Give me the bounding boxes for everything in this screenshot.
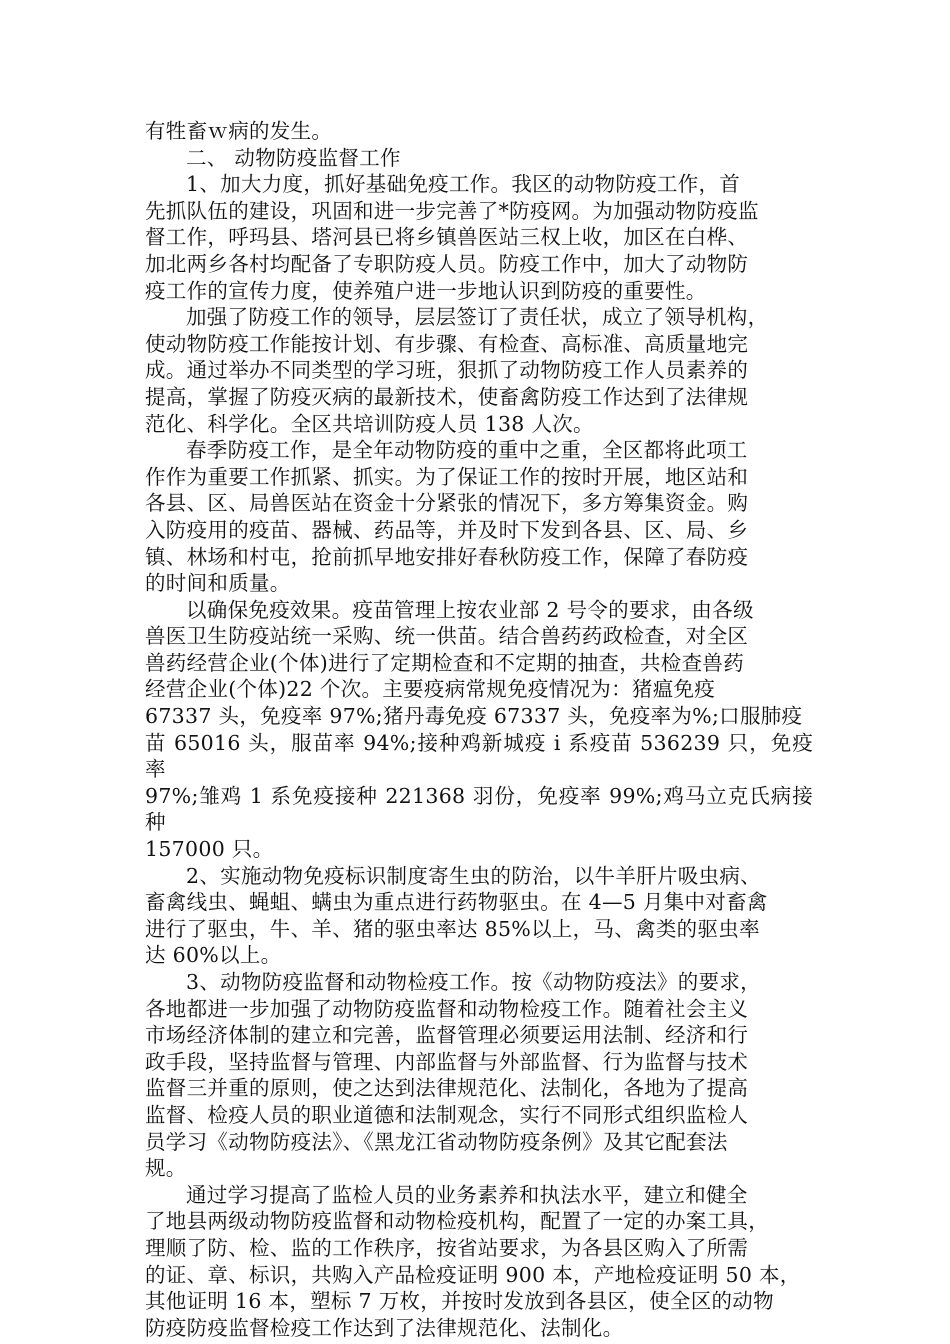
- paragraph-parasite-control: 2、实施动物免疫标识制度寄生虫的防治，以牛羊肝片吸虫病、 畜禽线虫、蝇蛆、螨虫为重点进行药物驱虫。在 4—5 月集中对畜禽 进行了驱虫，牛、羊、猪的驱虫率达 85%以上，马、禽类的驱虫率 达 60%以上。: [145, 863, 768, 968]
- paragraph-leadership: 加强了防疫工作的领导，层层签订了责任状，成立了领导机构， 使动物防疫工作能按计划、有步骤、有检查、高标准、高质量地完 成。通过举办不同类型的学习班，狠抓了动物防疫工作人员素养的 提高，掌握了防疫灭病的最新技术，使畜禽防疫工作达到了法律规 范化、科学化。全区共培训防疫人员 138 人次。: [145, 305, 769, 436]
- paragraph-spring-epidemic: 春季防疫工作，是全年动物防疫的重中之重，全区都将此项工 作作为重要工作抓紧、抓实。为了保证工作的按时开展，地区站和 各县、区、局兽医站在资金十分紧张的情况下，多方筹集资金。购 入防疫用的疫苗、器械、药品等，并及时下发到各县、区、局、乡 镇、林场和村屯，抢前抓早地安排好春秋防疫工作，保障了春防疫 的时间和质量。: [145, 438, 749, 596]
- document-page: [145, 118, 813, 1341]
- paragraph-supervision-quarantine: 3、动物防疫监督和动物检疫工作。按《动物防疫法》的要求， 各地都进一步加强了动物防疫监督和动物检疫工作。随着社会主义 市场经济体制的建立和完善，监督管理必须要运用法制、经济和行 政手段，坚持监督与管理、内部监督与外部监督、行为监督与技术 监督三并重的原则，使之达到法律规范化、法制化，各地为了提高 监督、检疫人员的职业道德和法制观念，实行不同形式组织监检人 员学习《动物防疫法》、《黑龙江省动物防疫条例》及其它配套法 规。: [145, 970, 761, 1181]
- paragraph-continuation: 有牲畜ｗ病的发生。: [145, 119, 333, 143]
- paragraph-vaccine-management: 以确保免疫效果。疫苗管理上按农业部 2 号令的要求，由各级 兽医卫生防疫站统一采购、统一供苗。结合兽药药政检查，对全区 兽药经营企业(个体)进行了定期检查和不定期的抽查，共检查兽药 经营企业(个体)22 个次。主要疫病常规免疫情况为：猪瘟免疫 67337 头，免疫率 97%;猪丹毒免疫 67337 头，免疫率为%;口服肺疫 苗 65016 头，服苗率 94%;接种鸡新城疫 i 系疫苗 536239 只，免疫率 97%;雏鸡 1 系免疫接种 221368 羽份，免疫率 99%;鸡马立克氏病接种 157000 只。: [145, 597, 813, 862]
- paragraph-basic-immunization: 1、加大力度，抓好基础免疫工作。我区的动物防疫工作，首 先抓队伍的建设，巩固和进一步完善了*防疫网。为加强动物防疫监 督工作，呼玛县、塔河县已将乡镇兽医站三权上收，加区在白桦、 加北两乡各村均配备了专职防疫人员。防疫工作中，加大了动物防 疫工作的宣传力度，使养殖户进一步地认识到防疫的重要性。: [145, 172, 759, 303]
- paragraph-training-results: 通过学习提高了监检人员的业务素养和执法水平，建立和健全 了地县两级动物防疫监督和动物检疫机构，配置了一定的办案工具， 理顺了防、检、监的工作秩序，按省站要求，为各县区购入了所需 的证、章、标识，共购入产品检疫证明 900 本，产地检疫证明 50 本， 其他证明 16 本，塑标 7 万枚，并按时发放到各县区，使全区的动物 防疫防疫监督检疫工作达到了法律规范化、法制化。: [145, 1182, 801, 1340]
- section-heading: 二、 动物防疫监督工作: [186, 145, 401, 170]
